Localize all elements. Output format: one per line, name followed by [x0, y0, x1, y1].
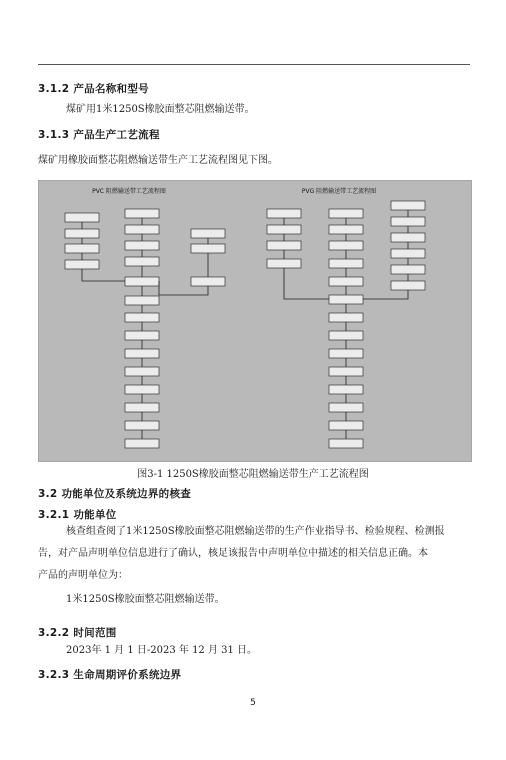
paragraph-line: 产品的声明单位为： [38, 570, 128, 581]
flow-step-box [267, 241, 301, 250]
flow-step-box [391, 249, 425, 258]
flow-step-box [65, 229, 99, 238]
flow-step-box [191, 244, 225, 253]
section-3-2-1-heading: 3.2.1 功能单位 [38, 509, 117, 521]
section-3-1-2-heading: 3.1.2 产品名称和型号 [38, 83, 149, 95]
section-3-1-2-body: 煤矿用1米1250S橡胶面整芯阻燃输送带。 [66, 104, 255, 115]
process-flow-diagram [39, 181, 471, 461]
flow-step-box [125, 313, 159, 322]
flow-step-box [329, 439, 363, 448]
flow-step-box [391, 265, 425, 274]
flow-step-box [191, 229, 225, 238]
figure-caption: 图3-1 1250S橡胶面整芯阻燃输送带生产工艺流程图 [137, 469, 369, 480]
flow-step-box [329, 225, 363, 234]
page-number: 5 [250, 698, 256, 708]
flow-step-box [125, 209, 159, 218]
flow-step-box [65, 244, 99, 253]
section-3-1-3-body: 煤矿用橡胶面整芯阻燃输送带生产工艺流程图见下图。 [38, 155, 278, 166]
flow-step-box [391, 217, 425, 226]
header-rule [38, 64, 470, 65]
paragraph-line: 告，对产品声明单位信息进行了确认，核足该报告中声明单位中描述的相关信息正确。本 [38, 548, 428, 559]
flow-step-box [267, 225, 301, 234]
flow-step-box [329, 277, 363, 286]
flow-step-box [329, 421, 363, 430]
declared-unit-text: 1米1250S橡胶面整芯阻燃输送带。 [66, 594, 225, 605]
flow-step-box [65, 213, 99, 222]
flow-step-box [191, 277, 225, 286]
section-3-2-2-heading: 3.2.2 时间范围 [38, 627, 117, 639]
flow-step-box [125, 257, 159, 266]
flow-step-box [329, 385, 363, 394]
paragraph-line: 核查组查阅了1米1250S橡胶面整芯阻燃输送带的生产作业指导书、检验规程、检测报 [66, 526, 445, 537]
flow-step-box [391, 233, 425, 242]
flow-step-box [125, 277, 159, 286]
process-flow-figure [38, 180, 472, 462]
flow-step-box [125, 349, 159, 358]
flow-step-box [125, 439, 159, 448]
flow-step-box [329, 241, 363, 250]
flow-step-box [329, 313, 363, 322]
flow-step-box [125, 367, 159, 376]
flow-connector [363, 290, 408, 299]
flow-step-box [125, 296, 159, 305]
flow-step-box [329, 331, 363, 340]
flow-step-box [391, 201, 425, 210]
time-range-text: 2023年 1 月 1 日-2023 年 12 月 31 日。 [66, 645, 258, 656]
flow-step-box [125, 241, 159, 250]
left-diagram-title: PVC 阻燃输送带工艺流程图 [92, 188, 166, 195]
section-3-2-heading: 3.2 功能单位及系统边界的核查 [38, 488, 192, 500]
flow-step-box [267, 209, 301, 218]
flow-step-box [329, 349, 363, 358]
section-3-1-3-heading: 3.1.3 产品生产工艺流程 [38, 129, 160, 141]
flow-step-box [391, 281, 425, 290]
flow-step-box [125, 331, 159, 340]
flow-connector [82, 269, 125, 281]
flow-step-box [125, 385, 159, 394]
flow-step-box [329, 259, 363, 268]
flow-step-box [125, 225, 159, 234]
flow-step-box [329, 367, 363, 376]
flow-step-box [329, 295, 363, 304]
flow-step-box [329, 403, 363, 412]
flow-step-box [125, 421, 159, 430]
flow-step-box [65, 260, 99, 269]
right-diagram-title: PVG 阻燃输送带工艺流程图 [301, 188, 377, 195]
flow-step-box [125, 403, 159, 412]
flow-step-box [267, 259, 301, 268]
flow-connector [284, 268, 329, 299]
section-3-2-3-heading: 3.2.3 生命周期评价系统边界 [38, 669, 182, 681]
flow-step-box [329, 209, 363, 218]
